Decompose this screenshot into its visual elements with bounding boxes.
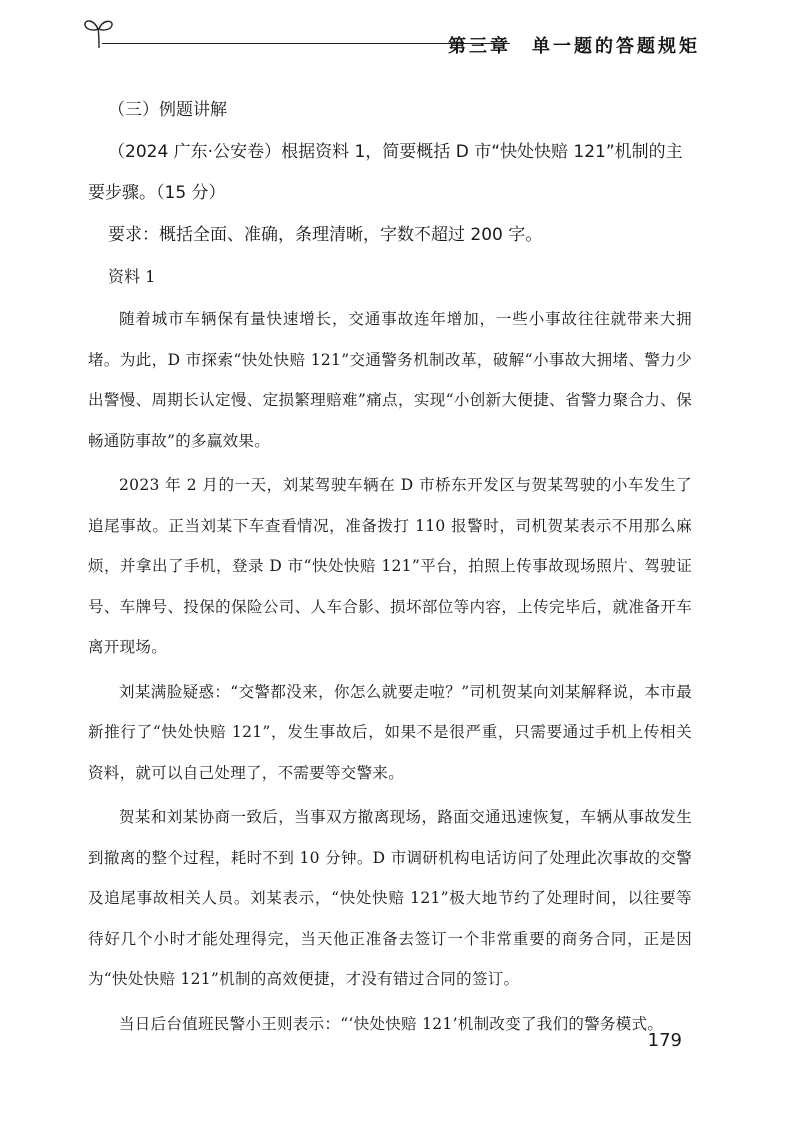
chapter-title: 第三章 单一题的答题规矩 (448, 36, 700, 57)
material-label: 资料 1 (108, 267, 156, 286)
paragraph: 贺某和刘某协商一致后，当事双方撤离现场，路面交通迅速恢复，车辆从事故发生到撤离的整个过程，耗时不到 10 分钟。D 市调研机构电话访问了处理此次事故的交警及追尾事故相关人员。刘某表示，“快处快赔 121”极大地节约了处理时间，以往要等待好几个小时才能处理得完，当天他正准备去签订一个非常重要的商务合同，正是因为“快处快赔 121”机制的高效便捷，才没有错过合同的签订。 (88, 808, 692, 988)
paragraph: 刘某满脸疑惑：“交警都没来，你怎么就要走啦？”司机贺某向刘某解释说，本市最新推行了“快处快赔 121”，发生事故后，如果不是很严重，只需要通过手机上传相关资料，就可以自己处理了，不需要等交警来。 (88, 682, 692, 782)
requirement-text: 要求：概括全面、准确，条理清晰，字数不超过 200 字。 (108, 225, 543, 245)
paragraph: 当日后台值班民警小王则表示：“‘快处快赔 121’机制改变了我们的警务模式。 (119, 1014, 664, 1033)
paragraph: 随着城市车辆保有量快速增长，交通事故连年增加，一些小事故往往就带来大拥堵。为此，D 市探索“快处快赔 121”交通警务机制改革，破解“小事故大拥堵、警力少出警慢、周期长认定慢、定损繁理赔难”痛点，实现“小创新大便捷、省警力聚合力、保畅通防事故”的多赢效果。 (88, 310, 692, 450)
question-text: （2024 广东·公安卷）根据资料 1，简要概括 D 市“快处快赔 121”机制的主要步骤。（15 分） (88, 142, 683, 203)
running-header (82, 14, 700, 57)
page-number: 179 (647, 1030, 682, 1051)
page-body (88, 88, 692, 1044)
paragraph: 2023 年 2 月的一天，刘某驾驶车辆在 D 市桥东开发区与贺某驾驶的小车发生了追尾事故。正当刘某下车查看情况，准备拨打 110 报警时，司机贺某表示不用那么麻烦，并拿出了手机，登录 D 市“快处快赔 121”平台，拍照上传事故现场照片、驾驶证号、车牌号、投保的保险公司、人车合影、损坏部位等内容，上传完毕后，就准备开车离开现场。 (88, 476, 692, 656)
sprout-icon (82, 14, 116, 50)
section-heading: （三）例题讲解 (108, 100, 227, 120)
